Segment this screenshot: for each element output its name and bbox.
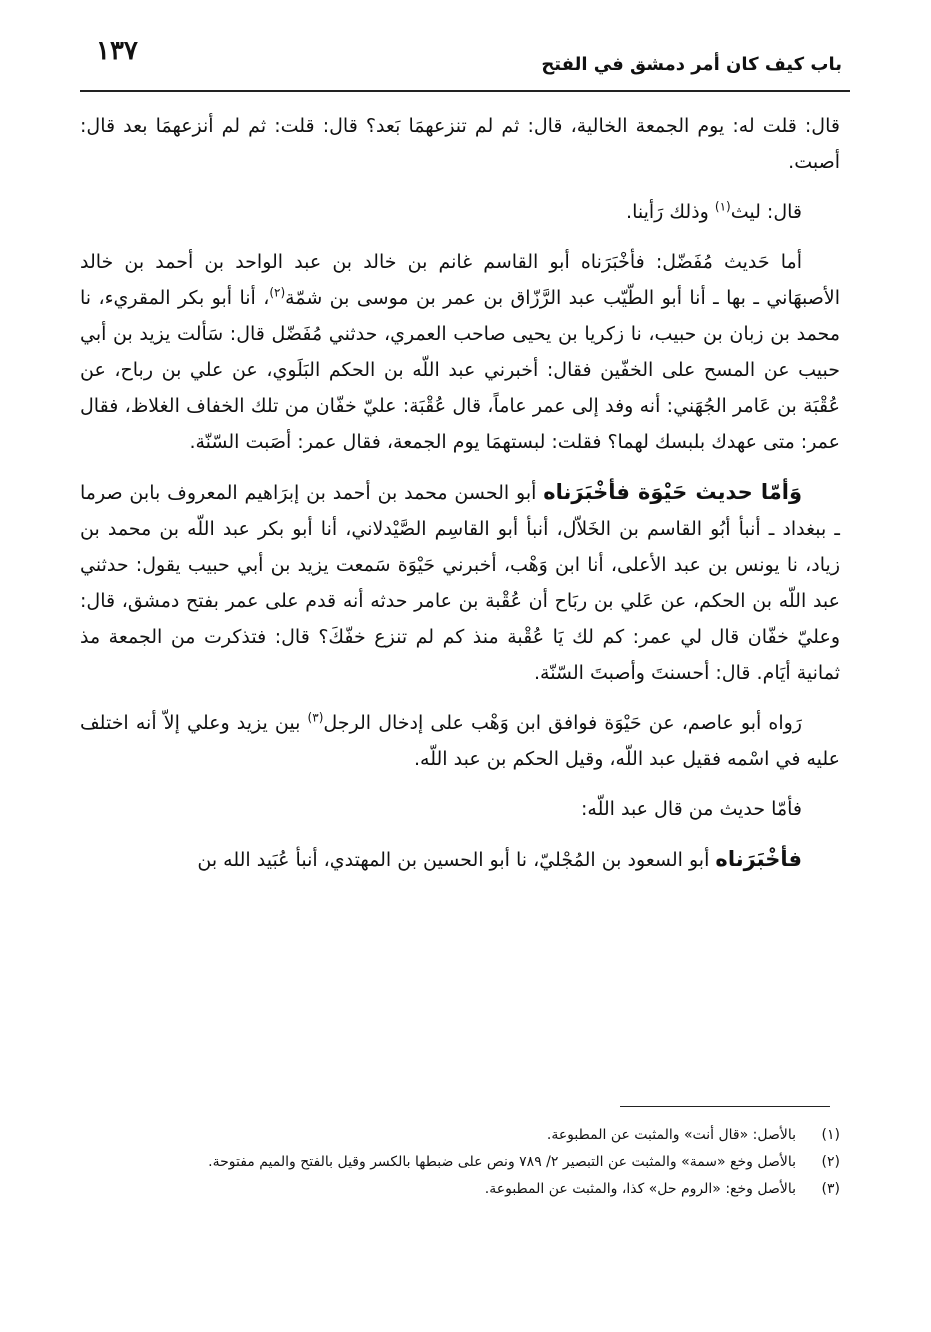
paragraph-5-text-b: بين يزيد وعلي إلاّ أنه اختلف عليه في اسْمه فقيل عبد اللّه، وقيل الحكم بن عبد اللّه.: [80, 712, 840, 770]
paragraph-3-text-b: ، أنا أبو بكر المقريء، نا محمد بن زبان بن حبيب، نا زكريا بن يحيى صاحب العمري، حدثني مُفَضّل قال: سَألت يزيد بن أبي حبيب عن المسح على الخفّين فقال: أخبرني عبد اللّه بن الحكم البَلَوي، عن علي بن رباح، عن عُقْبَة بن عَامر الجُهَني: أنه وفد إلى عمر عاماً، قال عُقْبَة: عليّ خفّان من تلك الخفاف الغلاظ، فقال عمر: متى عهدك بلبسك لهما؟ فقلت: لبستهمَا يوم الجمعة، فقال عمر: أصَبت السّنّة.: [80, 287, 840, 453]
footnote: [80, 1176, 840, 1203]
paragraph-7: [80, 841, 840, 878]
paragraph-6: فأمّا حديث من قال عبد اللّه:: [580, 798, 802, 820]
paragraph-7-lead: فأخْبَرَناه: [715, 847, 802, 871]
footnote-separator: [620, 1106, 830, 1107]
footnote-number: (٣): [821, 1181, 840, 1197]
page-header: [80, 34, 850, 92]
footnote: [80, 1149, 840, 1176]
footnotes: [80, 1122, 840, 1203]
paragraph-4-lead: وَأمّا حديث حَيْوَة فأخْبَرَناه: [543, 480, 803, 504]
footnote-number: (١): [821, 1127, 840, 1143]
paragraph-7-text: أبو السعود بن المُجْليّ، نا أبو الحسين بن المهتدي، أنبأ عُبَيد الله بن: [197, 849, 716, 871]
paragraph-1: قال: قلت له: يوم الجمعة الخالية، قال: ثم لم تنزعهمَا بَعد؟ قال: قلت: ثم لم أنزعهمَا بعد قال: أصبت.: [80, 115, 840, 173]
main-text: [80, 108, 840, 892]
footnote: [80, 1122, 840, 1149]
footnote-ref-1: (١): [714, 199, 731, 214]
paragraph-4: [80, 474, 840, 691]
paragraph-2: [80, 194, 840, 230]
footnote-ref-3: (٣): [307, 710, 324, 725]
footnote-ref-2: (٢): [269, 285, 286, 300]
footnote-text: بالأصل وخع «سمة» والمثبت عن التبصير ٢/ ٧٨٩ ونص على ضبطها بالكسر وقيل بالفتح والميم مفتوحة.: [208, 1154, 796, 1170]
paragraph-5: [80, 705, 840, 777]
paragraph-3: [80, 244, 840, 460]
footnote-text: بالأصل: «قال أنت» والمثبت عن المطبوعة.: [546, 1127, 796, 1143]
footnote-text: بالأصل وخع: «الروم حل» كذا، والمثبت عن المطبوعة.: [484, 1181, 796, 1197]
running-title: باب كيف كان أمر دمشق في الفتح: [541, 54, 842, 75]
paragraph-4-text: أبو الحسن محمد بن أحمد بن إبرَاهيم المعروف بابن صرما ـ ببغداد ـ أنبأ أبُو القاسم بن الخَلاّل، أنبأ أبو القاسِم الصَّيْدلاني، أنا أبو بكر عبد اللّه بن محمد بن زياد، نا يونس بن عبد الأعلى، أنا ابن وَهْب، أخبرني حَيْوَة سَمعت يزيد بن أبي حبيب يقول: حدثني عبد اللّه بن الحكم، عن عَلي بن ربَاح أن عُقْبة بن عامر حدثه أنه قدم على عمر بفتح دمشق، قال: وعليّ خفّان قال لي عمر: كم لك يَا عُقْبة منذ كم لم تنزع خفّكَ؟ قال: فتذكرت من الجمعة مذ ثمانية أيَام. قال: أحسنتَ وأصبتَ السّنّة.: [80, 482, 840, 684]
paragraph-2-text-b: وذلك رَأينا.: [626, 201, 715, 223]
footnote-number: (٢): [821, 1154, 840, 1170]
paragraph-5-text-a: رَواه أبو عاصم، عن حَيْوَة فوافق ابن وَهْب على إدخال الرجل: [323, 712, 802, 734]
paragraph-2-text-a: قال: ليث: [730, 201, 802, 223]
page-number: ١٣٧: [96, 36, 138, 66]
paragraph-3-text-a: أما حَديث مُفَضّل: فأخْبَرَناه أبو القاسم غانم بن خالد بن عبد الواحد بن أحمد بن خالد الأصبهَاني ـ بها ـ أنا أبو الطّيّب عبد الرَّزّاق بن عمر بن موسى بن شمّة: [80, 251, 840, 309]
